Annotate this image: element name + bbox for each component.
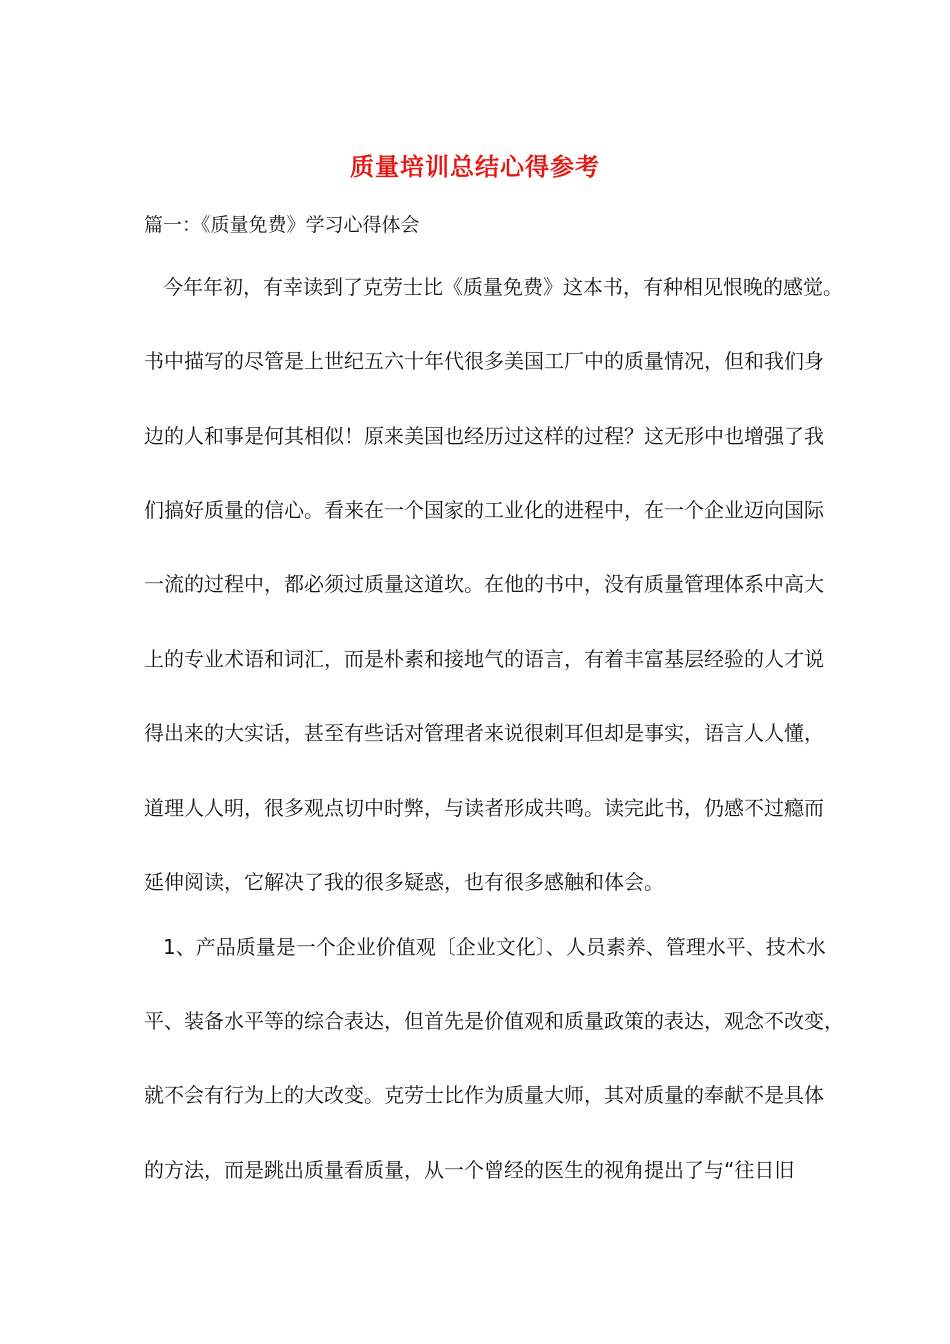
document-title: 质量培训总结心得参考: [350, 152, 600, 181]
section-heading: 篇一：《质量免费》学习心得体会: [144, 214, 420, 236]
paragraph-line: 边的人和事是何其相似！原来美国也经历过这样的过程？这无形中也增强了我: [144, 424, 824, 448]
paragraph-line: 们搞好质量的信心。看来在一个国家的工业化的进程中，在一个企业迈向国际: [144, 498, 824, 522]
paragraph-line: 得出来的大实话，甚至有些话对管理者来说很刺耳但却是事实，语言人人懂，: [144, 721, 824, 745]
paragraph-line: 平、装备水平等的综合表达，但首先是价值观和质量政策的表达，观念不改变，: [144, 1009, 844, 1033]
paragraph-line: 道理人人明，很多观点切中时弊，与读者形成共鸣。读完此书，仍感不过瘾而: [144, 796, 824, 820]
paragraph-line: 今年年初，有幸读到了克劳士比《质量免费》这本书，有种相见恨晚的感觉。: [163, 275, 843, 299]
paragraph-line: 的方法，而是跳出质量看质量，从一个曾经的医生的视角提出了与“往日旧: [144, 1158, 795, 1182]
paragraph-line: 书中描写的尽管是上世纪五六十年代很多美国工厂中的质量情况，但和我们身: [144, 349, 824, 373]
paragraph-line: 延伸阅读，它解决了我的很多疑惑，也有很多感触和体会。: [144, 870, 664, 894]
numbered-paragraph-line: 1、产品质量是一个企业价值观〔企业文化〕、人员素养、管理水平、技术水: [163, 935, 826, 959]
paragraph-line: 上的专业术语和词汇，而是朴素和接地气的语言，有着丰富基层经验的人才说: [144, 647, 824, 671]
paragraph-line: 就不会有行为上的大改变。克劳士比作为质量大师，其对质量的奉献不是具体: [144, 1083, 824, 1107]
paragraph-line: 一流的过程中，都必须过质量这道坎。在他的书中，没有质量管理体系中高大: [144, 572, 824, 596]
